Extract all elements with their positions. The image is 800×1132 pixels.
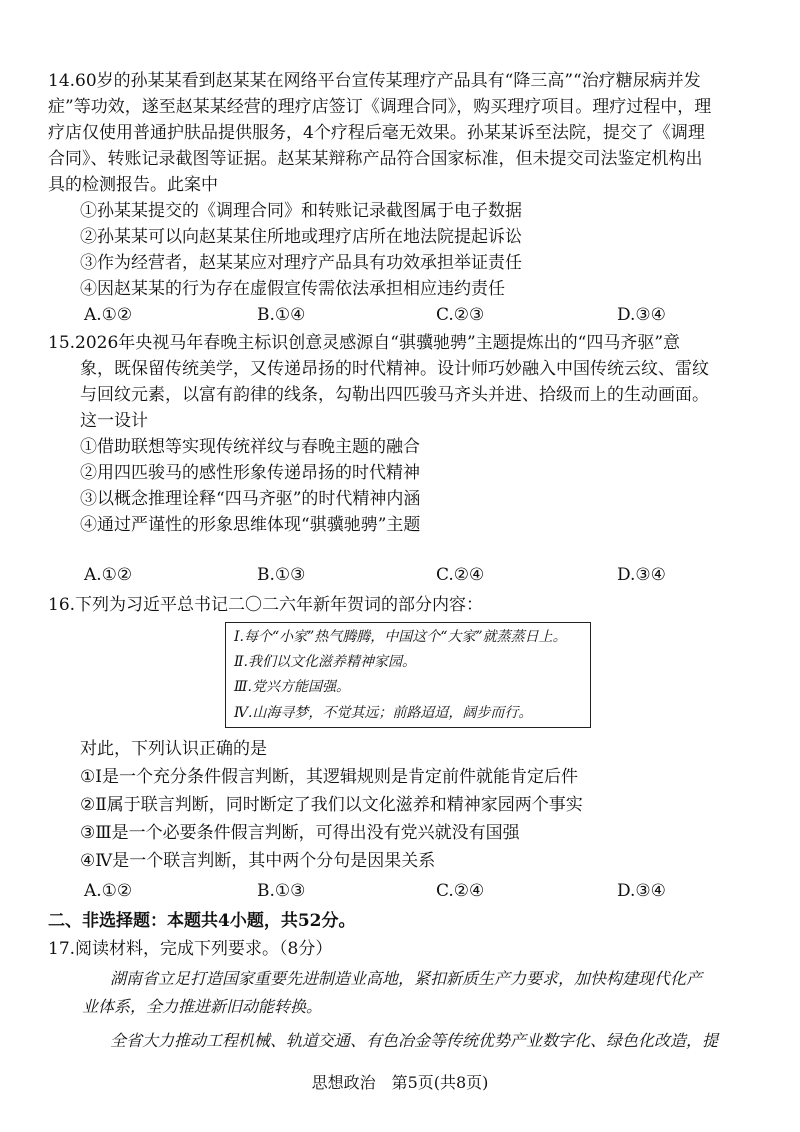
q17-material-line-3: 全省大力推动工程机械、轨道交通、有色冶金等传统优势产业数字化、绿色化改造，提 [110, 1031, 719, 1050]
q16-option-a: A.①② [84, 881, 133, 901]
page-footer: 思想政治 第5页(共8页) [311, 1073, 489, 1092]
q16-stem: 16.下列为习近平总书记二〇二六年新年贺词的部分内容： [48, 595, 484, 615]
q16-item-1: ①Ⅰ是一个充分条件假言判断，其逻辑规则是肯定前件就能肯定后件 [80, 767, 578, 787]
q14-option-b: B.①④ [257, 305, 306, 325]
q15-item-3: ③以概念推理诠释“四马齐驱”的时代精神内涵 [80, 489, 421, 509]
section-2-title: 二、非选择题：本题共4小题，共52分。 [48, 911, 356, 931]
q14-option-d: D.③④ [617, 305, 666, 325]
q16-quote-box [225, 622, 591, 728]
q17-material-line-2: 业体系，全力推进新旧动能转换。 [82, 997, 323, 1016]
q16-item-2: ②Ⅱ属于联言判断，同时断定了我们以文化滋养和精神家园两个事实 [80, 795, 583, 815]
q15-option-a: A.①② [84, 565, 133, 585]
q14-stem-line-1: 14.60岁的孙某某看到赵某某在网络平台宣传某理疗产品具有“降三高”“治疗糖尿病并发 [48, 71, 701, 91]
q15-item-2: ②用四匹骏马的感性形象传递昂扬的时代精神 [80, 463, 420, 483]
q15-option-c: C.②④ [436, 565, 485, 585]
q15-stem-line-2: 象，既保留传统美学，又传递昂扬的时代精神。设计师巧妙融入中国传统云纹、雷纹 [80, 359, 709, 379]
q16-item-3: ③Ⅲ是一个必要条件假言判断，可得出没有党兴就没有国强 [80, 823, 520, 843]
q14-stem-line-2: 症”等功效，遂至赵某某经营的理疗店签订《调理合同》，购买理疗项目。理疗过程中，理 [48, 97, 712, 117]
q15-stem-line-4: 这一设计 [80, 411, 148, 431]
q15-option-d: D.③④ [617, 565, 666, 585]
q16-quote-2: Ⅱ.我们以文化滋养精神家园。 [234, 654, 416, 670]
q14-item-3: ③作为经营者，赵某某应对理疗产品具有功效承担举证责任 [80, 253, 522, 273]
q15-option-b: B.①③ [257, 565, 306, 585]
q14-item-2: ②孙某某可以向赵某某住所地或理疗店所在地法院提起诉讼 [80, 227, 522, 247]
q16-quote-1: Ⅰ.每个“小家”热气腾腾，中国这个“大家”就蒸蒸日上。 [234, 629, 567, 645]
q16-option-d: D.③④ [617, 881, 666, 901]
q15-item-4: ④通过严谨性的形象思维体现“骐骥驰骋”主题 [80, 515, 421, 535]
q15-stem-line-3: 与回纹元素，以富有韵律的线条，勾勒出四匹骏马齐头并进、拾级而上的生动画面。 [80, 385, 709, 405]
q14-item-4: ④因赵某某的行为存在虚假宣传需依法承担相应违约责任 [80, 279, 505, 299]
q16-option-b: B.①③ [257, 881, 306, 901]
q16-quote-4: Ⅳ.山海寻梦，不觉其远；前路迢迢，阔步而行。 [234, 705, 533, 721]
q15-item-1: ①借助联想等实现传统祥纹与春晚主题的融合 [80, 437, 420, 457]
q14-option-a: A.①② [84, 305, 133, 325]
q16-item-4: ④Ⅳ是一个联言判断，其中两个分句是因果关系 [80, 851, 436, 871]
q16-quote-3: Ⅲ.党兴方能国强。 [234, 679, 350, 695]
q16-option-c: C.②④ [436, 881, 485, 901]
q15-stem-line-1: 15.2026年央视马年春晚主标识创意灵感源自“骐骥驰骋”主题提炼出的“四马齐驱”意 [48, 333, 681, 353]
q14-stem-line-3: 疗店仅使用普通护肤品提供服务，4个疗程后毫无效果。孙某某诉至法院，提交了《调理 [48, 123, 705, 143]
q14-item-1: ①孙某某提交的《调理合同》和转账记录截图属于电子数据 [80, 201, 522, 221]
q14-stem-line-5: 具的检测报告。此案中 [48, 175, 218, 195]
q17-stem: 17.阅读材料，完成下列要求。（8分） [48, 939, 333, 959]
q15-options [84, 564, 764, 586]
q17-material-line-1: 湖南省立足打造国家重要先进制造业高地，紧扣新质生产力要求，加快构建现代化产 [110, 969, 703, 988]
q14-option-c: C.②③ [436, 305, 485, 325]
q14-stem-line-4: 合同》、转账记录截图等证据。赵某某辩称产品符合国家标准，但未提交司法鉴定机构出 [48, 149, 703, 169]
q16-options [84, 880, 764, 902]
q14-options [84, 304, 764, 326]
q16-lead: 对此，下列认识正确的是 [80, 739, 267, 759]
